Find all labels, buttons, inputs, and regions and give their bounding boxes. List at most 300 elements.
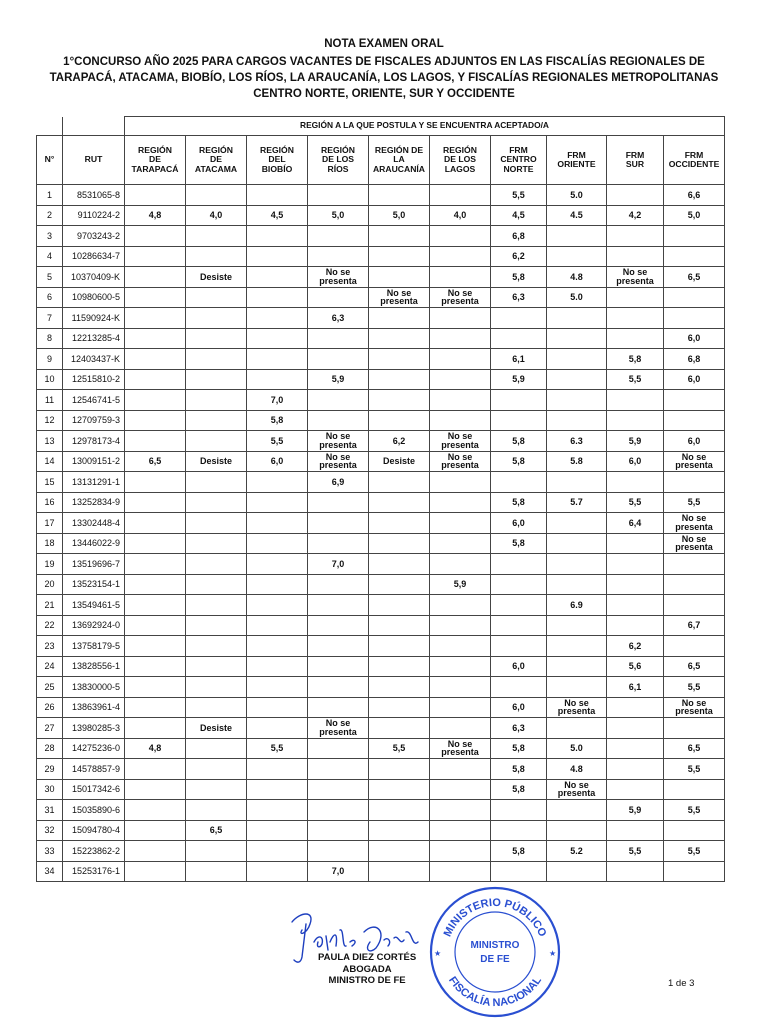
score-cell xyxy=(247,677,308,698)
row-number: 21 xyxy=(37,595,63,616)
score-cell xyxy=(430,677,491,698)
score-cell xyxy=(547,410,607,431)
score-cell: 5,9 xyxy=(430,574,491,595)
score-cell xyxy=(125,390,186,411)
score-cell xyxy=(308,677,369,698)
col-header-rut: RUT xyxy=(63,136,125,185)
score-cell: Desiste xyxy=(369,451,430,472)
score-cell xyxy=(247,226,308,247)
score-cell: 6,0 xyxy=(247,451,308,472)
score-cell xyxy=(247,595,308,616)
score-cell xyxy=(369,554,430,575)
score-cell xyxy=(308,226,369,247)
row-number: 31 xyxy=(37,800,63,821)
score-cell xyxy=(247,574,308,595)
score-cell xyxy=(369,636,430,657)
score-cell xyxy=(369,841,430,862)
svg-text:MINISTERIO PÚBLICO xyxy=(442,897,549,939)
score-cell xyxy=(491,410,547,431)
group-header: REGIÓN A LA QUE POSTULA Y SE ENCUENTRA ACEPTADO/A xyxy=(125,117,725,136)
table-row xyxy=(37,533,725,554)
score-cell xyxy=(186,697,247,718)
score-cell xyxy=(308,492,369,513)
score-cell xyxy=(430,390,491,411)
score-cell xyxy=(369,718,430,739)
signature-block xyxy=(318,952,416,987)
row-number: 14 xyxy=(37,451,63,472)
score-cell xyxy=(125,554,186,575)
score-cell xyxy=(547,328,607,349)
col-header-region xyxy=(247,136,308,185)
score-cell xyxy=(607,820,664,841)
score-cell: 5.8 xyxy=(547,451,607,472)
score-cell: 4,5 xyxy=(491,205,547,226)
score-cell xyxy=(369,410,430,431)
score-cell xyxy=(547,246,607,267)
score-cell xyxy=(491,472,547,493)
score-cell: 6,5 xyxy=(664,267,725,288)
score-cell: 6,0 xyxy=(664,369,725,390)
score-cell: 4,5 xyxy=(247,205,308,226)
score-cell: 5.7 xyxy=(547,492,607,513)
score-cell: 4,2 xyxy=(607,205,664,226)
page-title: NOTA EXAMEN ORAL xyxy=(324,38,444,50)
rut-cell: 15017342-6 xyxy=(63,779,125,800)
row-number: 33 xyxy=(37,841,63,862)
score-cell xyxy=(607,574,664,595)
score-cell xyxy=(125,328,186,349)
score-cell xyxy=(547,574,607,595)
score-cell xyxy=(607,390,664,411)
score-cell xyxy=(491,800,547,821)
table-row xyxy=(37,861,725,882)
col-header-line: DE xyxy=(210,154,222,165)
col-header-region xyxy=(125,136,186,185)
score-cell xyxy=(125,226,186,247)
score-cell xyxy=(125,472,186,493)
score-cell xyxy=(308,841,369,862)
score-cell xyxy=(491,574,547,595)
score-cell: 5,8 xyxy=(491,779,547,800)
rut-cell: 10286634-7 xyxy=(63,246,125,267)
score-cell xyxy=(369,472,430,493)
score-cell xyxy=(547,472,607,493)
score-cell xyxy=(125,656,186,677)
score-cell: 6,0 xyxy=(664,328,725,349)
scores-table xyxy=(36,116,725,882)
score-cell: 6,7 xyxy=(664,615,725,636)
score-cell xyxy=(430,533,491,554)
score-cell xyxy=(664,820,725,841)
score-cell xyxy=(607,246,664,267)
score-cell xyxy=(186,369,247,390)
score-cell: 5,5 xyxy=(664,800,725,821)
score-cell xyxy=(308,820,369,841)
row-number: 7 xyxy=(37,308,63,329)
score-cell xyxy=(186,246,247,267)
score-cell xyxy=(247,841,308,862)
score-cell xyxy=(247,472,308,493)
row-number: 22 xyxy=(37,615,63,636)
rut-cell: 12709759-3 xyxy=(63,410,125,431)
score-cell xyxy=(186,226,247,247)
table-row xyxy=(37,800,725,821)
score-cell: No se presenta xyxy=(547,779,607,800)
score-cell xyxy=(186,390,247,411)
stamp-star-icon: ★ xyxy=(549,949,557,958)
score-cell xyxy=(607,410,664,431)
table-row xyxy=(37,513,725,534)
table-row xyxy=(37,349,725,370)
score-cell xyxy=(125,369,186,390)
official-stamp xyxy=(425,882,565,1022)
score-cell xyxy=(247,287,308,308)
table-row xyxy=(37,369,725,390)
score-cell xyxy=(125,820,186,841)
score-cell xyxy=(491,861,547,882)
score-cell: 6,3 xyxy=(308,308,369,329)
score-cell xyxy=(125,677,186,698)
col-header-line: OCCIDENTE xyxy=(668,159,720,169)
score-cell: 6,5 xyxy=(186,820,247,841)
rut-cell: 12978173-4 xyxy=(63,431,125,452)
score-cell xyxy=(247,267,308,288)
rut-cell: 14275236-0 xyxy=(63,738,125,759)
col-header-line: FRM xyxy=(625,149,645,160)
score-cell xyxy=(369,349,430,370)
score-cell xyxy=(125,595,186,616)
score-cell xyxy=(607,759,664,780)
score-cell xyxy=(664,595,725,616)
col-header-line: LA xyxy=(393,154,405,165)
col-header-line: CENTRO xyxy=(500,154,537,165)
score-cell: 6,0 xyxy=(491,513,547,534)
table-row xyxy=(37,431,725,452)
table-row xyxy=(37,697,725,718)
rut-cell: 13980285-3 xyxy=(63,718,125,739)
score-cell xyxy=(547,390,607,411)
score-cell xyxy=(125,267,186,288)
score-cell xyxy=(430,472,491,493)
col-header-region xyxy=(369,136,430,185)
rut-cell: 12546741-5 xyxy=(63,390,125,411)
score-cell xyxy=(369,820,430,841)
col-header-line: RÍOS xyxy=(327,163,349,174)
score-cell: 6,8 xyxy=(664,349,725,370)
score-cell xyxy=(547,820,607,841)
score-cell: 5,6 xyxy=(607,656,664,677)
score-cell xyxy=(369,328,430,349)
score-cell xyxy=(430,246,491,267)
score-cell xyxy=(547,308,607,329)
score-cell xyxy=(547,226,607,247)
score-cell: 5,8 xyxy=(491,841,547,862)
col-header-region xyxy=(607,136,664,185)
score-cell xyxy=(247,349,308,370)
row-number: 30 xyxy=(37,779,63,800)
score-cell: 5,8 xyxy=(491,738,547,759)
score-cell xyxy=(247,533,308,554)
score-cell: 5,5 xyxy=(607,841,664,862)
col-header-line: ATACAMA xyxy=(194,163,238,174)
score-cell xyxy=(247,492,308,513)
score-cell: 5,9 xyxy=(491,369,547,390)
score-cell xyxy=(664,636,725,657)
col-header-line: TARAPACÁ xyxy=(131,163,179,174)
rut-cell: 11590924-K xyxy=(63,308,125,329)
score-cell xyxy=(186,533,247,554)
table-row xyxy=(37,226,725,247)
score-cell xyxy=(664,410,725,431)
score-cell: 7,0 xyxy=(308,554,369,575)
score-cell xyxy=(308,636,369,657)
score-cell xyxy=(664,861,725,882)
score-cell xyxy=(186,841,247,862)
score-cell xyxy=(607,328,664,349)
score-cell xyxy=(186,410,247,431)
table-row xyxy=(37,267,725,288)
score-cell: No se presenta xyxy=(308,451,369,472)
score-cell xyxy=(125,759,186,780)
score-cell: 6,5 xyxy=(664,738,725,759)
score-cell xyxy=(547,349,607,370)
score-cell xyxy=(369,595,430,616)
score-cell xyxy=(308,185,369,206)
score-cell xyxy=(369,513,430,534)
col-header-region xyxy=(491,136,547,185)
score-cell xyxy=(125,287,186,308)
score-cell: 5,9 xyxy=(607,431,664,452)
score-cell: No se presenta xyxy=(664,697,725,718)
score-cell xyxy=(308,390,369,411)
score-cell: 6.9 xyxy=(547,595,607,616)
table-row xyxy=(37,451,725,472)
score-cell xyxy=(247,308,308,329)
row-number: 17 xyxy=(37,513,63,534)
table-row xyxy=(37,492,725,513)
score-cell xyxy=(186,636,247,657)
score-cell xyxy=(664,779,725,800)
score-cell xyxy=(308,615,369,636)
rut-cell: 9703243-2 xyxy=(63,226,125,247)
col-header-line: DE LOS xyxy=(444,154,476,165)
signer-office: MINISTRO DE FE xyxy=(328,975,406,986)
score-cell: 6,1 xyxy=(607,677,664,698)
score-cell xyxy=(247,615,308,636)
score-cell xyxy=(247,554,308,575)
rut-cell: 13302448-4 xyxy=(63,513,125,534)
score-cell xyxy=(125,185,186,206)
table-row xyxy=(37,779,725,800)
col-header-line: DE xyxy=(149,154,161,165)
score-cell: No se presenta xyxy=(430,287,491,308)
table-row xyxy=(37,308,725,329)
table-row xyxy=(37,185,725,206)
score-cell xyxy=(247,185,308,206)
score-cell xyxy=(369,308,430,329)
score-cell: 4,8 xyxy=(125,738,186,759)
score-cell: 5,9 xyxy=(308,369,369,390)
score-cell xyxy=(430,349,491,370)
score-cell xyxy=(430,615,491,636)
score-cell: 5.0 xyxy=(547,287,607,308)
score-cell: 5,8 xyxy=(491,533,547,554)
score-cell xyxy=(491,820,547,841)
score-cell xyxy=(664,718,725,739)
rut-cell: 13830000-5 xyxy=(63,677,125,698)
score-cell xyxy=(607,287,664,308)
score-cell xyxy=(125,779,186,800)
col-header-region xyxy=(430,136,491,185)
score-cell xyxy=(664,226,725,247)
stamp-top-text: MINISTERIO PÚBLICO xyxy=(441,896,549,939)
score-cell xyxy=(369,574,430,595)
rut-cell: 13009151-2 xyxy=(63,451,125,472)
score-cell: 5,8 xyxy=(491,267,547,288)
score-cell xyxy=(247,656,308,677)
score-cell: 5.0 xyxy=(547,185,607,206)
score-cell xyxy=(369,390,430,411)
score-cell: 4.8 xyxy=(547,267,607,288)
col-header-region xyxy=(308,136,369,185)
score-cell xyxy=(607,308,664,329)
page-subtitle xyxy=(0,54,768,102)
score-cell: 6,9 xyxy=(308,472,369,493)
score-cell xyxy=(607,595,664,616)
score-cell xyxy=(308,800,369,821)
score-cell: 6,2 xyxy=(607,636,664,657)
score-cell xyxy=(491,595,547,616)
col-header-line: FRM xyxy=(684,149,704,160)
score-cell xyxy=(186,472,247,493)
score-cell xyxy=(125,718,186,739)
score-cell xyxy=(430,820,491,841)
score-cell xyxy=(247,718,308,739)
row-number: 12 xyxy=(37,410,63,431)
score-cell: 5,0 xyxy=(369,205,430,226)
score-cell xyxy=(308,533,369,554)
table-row xyxy=(37,246,725,267)
score-cell xyxy=(186,513,247,534)
score-cell xyxy=(430,369,491,390)
score-cell xyxy=(607,554,664,575)
score-cell xyxy=(186,738,247,759)
stamp-center-line-2: DE FE xyxy=(480,954,510,965)
score-cell xyxy=(369,677,430,698)
score-cell: 7,0 xyxy=(247,390,308,411)
score-cell xyxy=(125,533,186,554)
score-cell: No se presenta xyxy=(308,718,369,739)
score-cell xyxy=(430,554,491,575)
stamp-star-icon: ★ xyxy=(434,949,442,958)
score-cell: 5,8 xyxy=(247,410,308,431)
rut-cell: 9110224-2 xyxy=(63,205,125,226)
score-cell xyxy=(491,554,547,575)
score-cell: 6,0 xyxy=(607,451,664,472)
row-number: 23 xyxy=(37,636,63,657)
row-number: 29 xyxy=(37,759,63,780)
col-header-line: SUR xyxy=(625,159,645,169)
score-cell xyxy=(125,349,186,370)
score-cell xyxy=(430,308,491,329)
score-cell: 6,0 xyxy=(664,431,725,452)
row-number: 1 xyxy=(37,185,63,206)
col-header-line: REGIÓN xyxy=(321,144,355,155)
score-cell xyxy=(308,697,369,718)
score-cell xyxy=(125,574,186,595)
col-header-line: ORIENTE xyxy=(557,159,596,169)
score-cell: 4.8 xyxy=(547,759,607,780)
score-cell: 5,5 xyxy=(491,185,547,206)
row-number: 10 xyxy=(37,369,63,390)
stamp-center-line-1: MINISTRO xyxy=(470,940,520,951)
score-cell xyxy=(186,595,247,616)
score-cell xyxy=(547,636,607,657)
score-cell: 5,5 xyxy=(369,738,430,759)
score-cell: 5,0 xyxy=(308,205,369,226)
row-number: 32 xyxy=(37,820,63,841)
stamp-bottom-text: FISCALÍA NACIONAL xyxy=(446,974,544,1010)
score-cell: 5.0 xyxy=(547,738,607,759)
rut-cell: 10370409-K xyxy=(63,267,125,288)
score-cell xyxy=(607,226,664,247)
score-cell: 5,5 xyxy=(664,841,725,862)
score-cell xyxy=(491,308,547,329)
table-row xyxy=(37,390,725,411)
row-number: 24 xyxy=(37,656,63,677)
score-cell: 6,5 xyxy=(125,451,186,472)
table-row xyxy=(37,287,725,308)
score-cell xyxy=(607,472,664,493)
score-cell xyxy=(430,861,491,882)
rut-cell: 13549461-5 xyxy=(63,595,125,616)
score-cell xyxy=(607,533,664,554)
rut-cell: 13131291-1 xyxy=(63,472,125,493)
col-header-region xyxy=(186,136,247,185)
score-cell xyxy=(186,779,247,800)
score-cell xyxy=(607,185,664,206)
col-header-line: REGIÓN xyxy=(260,144,294,155)
score-cell xyxy=(125,246,186,267)
score-cell xyxy=(125,841,186,862)
score-cell xyxy=(369,759,430,780)
rut-cell: 13692924-0 xyxy=(63,615,125,636)
row-number: 15 xyxy=(37,472,63,493)
score-cell xyxy=(430,656,491,677)
row-number: 16 xyxy=(37,492,63,513)
score-cell: No se presenta xyxy=(430,431,491,452)
score-cell: 6,2 xyxy=(369,431,430,452)
row-number: 26 xyxy=(37,697,63,718)
signer-name: PAULA DIEZ CORTÉS xyxy=(318,952,417,963)
score-cell xyxy=(430,185,491,206)
score-cell: 4,0 xyxy=(186,205,247,226)
page-number: 1 de 3 xyxy=(668,978,695,989)
score-cell: 6,0 xyxy=(491,656,547,677)
col-header-line: BIOBÍO xyxy=(261,163,293,174)
table-row xyxy=(37,472,725,493)
table-row xyxy=(37,554,725,575)
score-cell xyxy=(247,697,308,718)
row-number: 3 xyxy=(37,226,63,247)
score-cell: 6,3 xyxy=(491,718,547,739)
score-cell: 5,8 xyxy=(491,492,547,513)
score-cell: 5,5 xyxy=(664,677,725,698)
rut-cell: 15035890-6 xyxy=(63,800,125,821)
rut-cell: 13828556-1 xyxy=(63,656,125,677)
table-row xyxy=(37,636,725,657)
score-cell: 5,8 xyxy=(607,349,664,370)
